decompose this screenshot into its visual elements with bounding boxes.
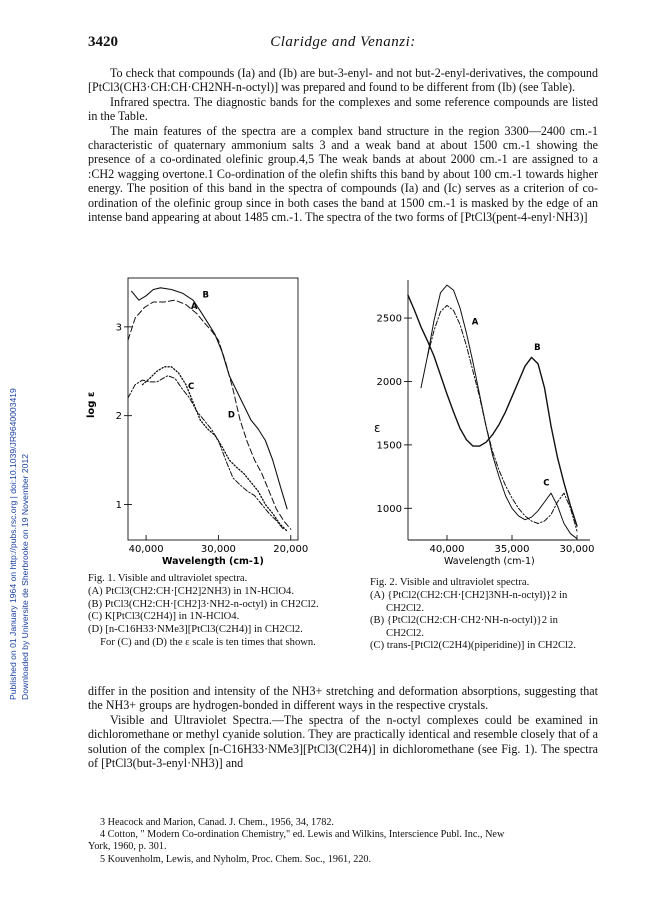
y-tick-label: 2500 xyxy=(376,313,402,325)
sidebar-published-line[interactable]: Published on 01 January 1964 on http://pubs.rsc.org | doi:10.1039/JR9640003419 xyxy=(8,388,18,700)
fig1-entry-c: (C) K[PtCl3(C2H4)] in 1N-HClO4. xyxy=(88,611,240,623)
x-tick-label: 30,000 xyxy=(200,544,236,555)
y-tick-label: 2000 xyxy=(376,376,402,388)
footnote-4-cont: York, 1960, p. 301. xyxy=(88,841,167,853)
sidebar-downloaded-line[interactable]: Downloaded by Universite de Sherbrooke on 19 November 2012 xyxy=(20,453,30,700)
paragraph-5: Visible and Ultraviolet Spectra.—The spectra of the n-octyl complexes could be examined in dichloromethane or methyl cyanide solution. They are practically identical and resemble closely that of a solution of the complex [n-C16H33·NMe3][PtCl3(C2H4)] in dichloromethane (see Fig. 1). The spectra of [PtCl3(but-3-enyl·NH3)] and xyxy=(88,712,598,771)
series-line-a xyxy=(421,285,577,539)
figure-1-caption xyxy=(88,573,328,649)
x-tick-label: 20,000 xyxy=(273,544,309,555)
curve-label-c: C xyxy=(543,478,550,489)
body-text-bottom xyxy=(88,684,598,770)
curve-label-a: A xyxy=(190,302,198,313)
fig1-entry-d: (D) [n-C16H33·NMe3][PtCl3(C2H4)] in CH2Cl2. xyxy=(88,623,303,635)
y-tick-label: 3 xyxy=(115,322,122,334)
fig2-entry-a: (A) {PtCl2(CH2:CH·[CH2]3NH-n-octyl)}2 in CH2Cl2. xyxy=(370,590,568,614)
fig2-entry-c: (C) trans-[PtCl2(C2H4)(piperidine)] in CH2Cl2. xyxy=(370,640,576,652)
series-line-d xyxy=(143,367,288,531)
footnote-5: 5 Kouvenholm, Lewis, and Nyholm, Proc. Chem. Soc., 1961, 220. xyxy=(100,853,372,865)
running-head: Claridge and Venanzi: xyxy=(270,34,416,50)
fig1-ylabel: log ε xyxy=(86,391,97,418)
x-tick-label: 40,000 xyxy=(128,544,164,555)
series-line-c xyxy=(128,376,284,530)
x-tick-label: 35,000 xyxy=(494,544,530,555)
fig1-entry-b: (B) PtCl3(CH2:CH·[CH2]3·NH2-n-octyl) in CH2Cl2. xyxy=(88,598,319,610)
x-tick-label: 40,000 xyxy=(429,544,465,555)
paragraph-2: Infrared spectra. The diagnostic bands for the complexes and some reference compounds are listed in the Table. xyxy=(88,94,598,124)
figure-2-plot xyxy=(340,272,600,572)
series-line-a xyxy=(128,300,291,529)
fig1-caption-note: For (C) and (D) the ε scale is ten times that shown. xyxy=(100,637,316,649)
figure-2-caption xyxy=(370,577,598,652)
y-tick-label: 2 xyxy=(115,411,122,423)
paragraph-4: differ in the position and intensity of the NH3+ stretching and deformation absorptions, suggesting that the NH3+ groups are hydrogen-bonded in different ways in the respective crystals. xyxy=(88,684,598,713)
figure-1 xyxy=(80,272,320,592)
body-text-top xyxy=(88,66,598,224)
page-header xyxy=(88,34,598,56)
download-sidebar xyxy=(4,140,34,700)
fig1-caption-title: Fig. 1. Visible and ultraviolet spectra. xyxy=(88,573,248,584)
series-line-b xyxy=(132,288,288,509)
footnote-3: 3 Heacock and Marion, Canad. J. Chem., 1956, 34, 1782. xyxy=(100,817,334,828)
paragraph-1: To check that compounds (Ia) and (Ib) are but-3-enyl- and not but-2-enyl-derivatives, the compound [PtCl3(CH3·CH:CH·CH2NH-n-octyl)] was prepared and found to be different from (Ib) (see Table). xyxy=(88,66,598,95)
series-line-b xyxy=(408,295,577,526)
y-tick-label: 1000 xyxy=(376,503,402,515)
footnote-4: 4 Cotton, " Modern Co-ordination Chemistry," ed. Lewis and Wilkins, Interscience Publ. Inc., New xyxy=(100,829,505,841)
x-tick-label: 30,000 xyxy=(559,544,595,555)
fig2-entry-b: (B) {PtCl2(CH2:CH·CH2·NH-n-octyl)}2 in CH2Cl2. xyxy=(370,615,558,639)
curve-label-b: B xyxy=(534,342,541,353)
figure-1-plot xyxy=(80,272,320,572)
y-tick-label: 1500 xyxy=(376,440,402,452)
fig2-caption-title: Fig. 2. Visible and ultraviolet spectra. xyxy=(370,577,530,588)
fig2-ylabel: ε xyxy=(374,421,381,435)
curve-label-a: A xyxy=(471,317,479,328)
curve-label-d: D xyxy=(227,410,235,421)
page-number: 3420 xyxy=(88,34,118,50)
figure-2 xyxy=(340,272,600,592)
curve-label-c: C xyxy=(188,382,195,393)
fig1-entry-a: (A) PtCl3(CH2:CH·[CH2]2NH3) in 1N-HClO4. xyxy=(88,586,294,598)
footnotes xyxy=(88,817,598,866)
y-tick-label: 1 xyxy=(115,499,122,511)
curve-label-b: B xyxy=(202,290,209,301)
fig1-xlabel: Wavelength (cm-1) xyxy=(162,556,264,567)
paragraph-3: The main features of the spectra are a complex band structure in the region 3300—2400 cm.-1 characteristic of quaternary ammonium salts 3 and a weak band at about 1500 cm.-1 showing the presence of a co-ordinated olefinic group.4,5 The weak bands at about 2000 cm.-1 are assigned to a :CH2 wagging overtone.1 Co-ordination of the olefin shifts this band by about 100 cm.-1 towards higher energy. The position of this band in the spectra of compounds (Ia) and (Ic) serves as a criterion of co-ordination of the olefinic group since in both cases the band at 1500 cm.-1 is masked by the edge of an intense band appearing at about 1485 cm.-1. The spectra of the two forms of [PtCl3(pent-4-enyl·NH3)] xyxy=(88,123,598,225)
fig2-xlabel: Wavelength (cm-1) xyxy=(444,556,535,567)
